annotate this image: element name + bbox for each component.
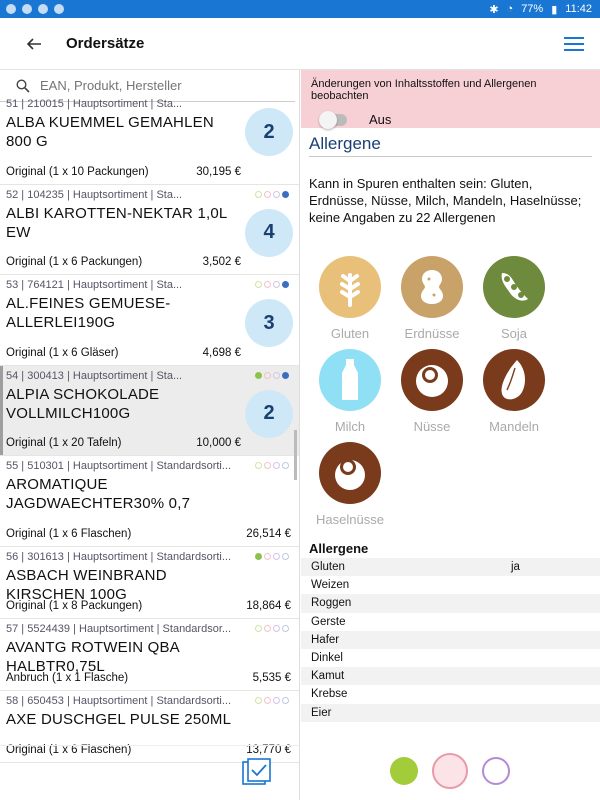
- app-bar: [0, 18, 600, 70]
- peanut-icon: [401, 256, 463, 318]
- list-item[interactable]: [0, 275, 299, 366]
- allergen-mandeln: [473, 349, 555, 434]
- toggle-label: Aus: [369, 112, 392, 127]
- back-arrow-icon: [26, 36, 42, 52]
- allergen-label: Mandeln: [489, 419, 539, 434]
- item-meta: 54 | 300413 | Hauptsortiment | Sta...: [6, 369, 183, 382]
- notification-icons: [0, 4, 64, 14]
- allergen-panel: [301, 70, 600, 745]
- item-name: AL.FEINES GEMUESE-ALLERLEI190G: [6, 295, 171, 331]
- page-title: Ordersätze: [66, 35, 145, 52]
- item-pack: Original (1 x 6 Gläser): [6, 346, 119, 359]
- allergen-milch: [309, 349, 391, 434]
- notice-text: Änderungen von Inhaltsstoffen und Allergenen beobachten: [311, 78, 537, 102]
- notification-icon: [54, 4, 64, 14]
- color-dots: [255, 697, 289, 704]
- item-name: ASBACH WEINBRAND KIRSCHEN 100G: [6, 566, 167, 603]
- page-indicator: [301, 745, 600, 800]
- wifi-icon: ◔: [506, 3, 514, 15]
- table-row: Krebse: [311, 688, 348, 701]
- wheat-icon: [319, 256, 381, 318]
- hazelnut-icon: [319, 442, 381, 504]
- allergen-label: Nüsse: [413, 419, 451, 434]
- back-button[interactable]: [22, 32, 46, 56]
- bluetooth-icon: ✱: [489, 3, 499, 16]
- item-meta: 58 | 650453 | Hauptsortiment | Standardsorti...: [6, 694, 232, 707]
- color-dots: [255, 462, 289, 469]
- left-footer: [0, 745, 300, 800]
- list-item[interactable]: [0, 547, 299, 619]
- table-row: Eier: [301, 704, 600, 722]
- allergen-watch-notice: [301, 70, 600, 128]
- item-meta: 55 | 510301 | Hauptsortiment | Standardsorti...: [6, 460, 232, 472]
- color-dots: [255, 553, 289, 560]
- table-row: Kamut: [301, 667, 600, 685]
- hamburger-icon: [564, 37, 584, 39]
- traces-text: Kann in Spuren enthalten sein: Gluten, Erdnüsse, Nüsse, Milch, Mandeln, Haselnüsse; keine Angaben zu 22 Allergenen: [309, 176, 582, 225]
- allergen-soja: [473, 256, 555, 341]
- item-meta: 51 | 210015 | Hauptsortiment | Sta...: [6, 98, 183, 110]
- color-dots: [255, 191, 289, 198]
- page-dot-purple[interactable]: [482, 757, 510, 785]
- menu-button[interactable]: [564, 35, 584, 53]
- item-price: 3,502 €: [202, 256, 241, 268]
- checklist-button[interactable]: [241, 758, 273, 788]
- product-list[interactable]: [0, 94, 299, 763]
- color-dots: [255, 372, 289, 379]
- watch-toggle[interactable]: [321, 114, 347, 126]
- list-item-selected[interactable]: [0, 366, 299, 457]
- section-title: Allergene: [309, 134, 592, 157]
- scrollbar[interactable]: [294, 430, 297, 480]
- item-pack: Original (1 x 6 Flaschen): [6, 527, 132, 540]
- allergen-label: Soja: [500, 326, 528, 341]
- search-input[interactable]: [40, 78, 270, 93]
- item-price: 10,000 €: [196, 437, 241, 449]
- allergen-gluten: [309, 256, 391, 341]
- order-list-panel: [0, 70, 300, 756]
- allergen-label: Milch: [334, 419, 366, 434]
- battery-level: 77%: [521, 3, 544, 15]
- notification-icon: [38, 4, 48, 14]
- quantity-badge[interactable]: 2: [245, 390, 293, 438]
- item-meta: 57 | 5524439 | Hauptsortiment | Standardsor...: [6, 622, 232, 635]
- clock: 11:42: [565, 3, 592, 15]
- item-pack: Original (1 x 20 Tafeln): [6, 437, 122, 449]
- milk-bottle-icon: [319, 349, 381, 411]
- color-dots: [255, 625, 289, 632]
- quantity-badge[interactable]: 2: [245, 108, 293, 156]
- table-row: Dinkel: [311, 652, 343, 665]
- quantity-badge[interactable]: 4: [245, 209, 293, 257]
- allergen-table: [301, 558, 600, 722]
- allergen-table-title: Allergene: [309, 541, 369, 556]
- item-name: AXE DUSCHGEL PULSE 250ML: [6, 710, 232, 728]
- item-pack: Original (1 x 8 Packungen): [6, 599, 143, 612]
- item-price: 26,514 €: [246, 527, 291, 540]
- item-name: ALBA KUEMMEL GEMAHLEN 800 G: [6, 114, 214, 150]
- table-row: Gluten ja: [301, 558, 600, 576]
- table-row: Weizen: [311, 579, 350, 592]
- allergen-label: Erdnüsse: [404, 326, 460, 341]
- page-dot-green[interactable]: [390, 757, 418, 785]
- search-icon: [16, 79, 30, 93]
- item-pack: Anbruch (1 x 1 Flasche): [6, 671, 129, 684]
- quantity-badge[interactable]: 3: [245, 299, 293, 347]
- item-name: AROMATIQUE JAGDWAECHTER30% 0,7: [6, 476, 191, 512]
- allergen-label: Gluten: [330, 326, 370, 341]
- notification-icon: [22, 4, 32, 14]
- list-item[interactable]: [0, 456, 299, 547]
- page-dot-pink-active[interactable]: [432, 753, 468, 789]
- item-price: 13,770 €: [246, 743, 291, 756]
- battery-icon: ▮: [551, 3, 558, 16]
- item-pack: Original (1 x 10 Packungen): [6, 165, 149, 178]
- item-pack: Original (1 x 6 Packungen): [6, 256, 143, 268]
- almond-icon: [483, 349, 545, 411]
- allergen-nuesse: [391, 349, 473, 434]
- item-price: 5,535 €: [252, 671, 291, 684]
- status-bar: [0, 0, 600, 18]
- item-name: AVANTG ROTWEIN QBA HALBTR0,75L: [6, 638, 180, 675]
- color-dots: [255, 281, 289, 288]
- allergen-label: Haselnüsse: [316, 512, 384, 527]
- item-price: 4,698 €: [202, 346, 241, 359]
- list-item[interactable]: [0, 619, 299, 691]
- item-meta: 56 | 301613 | Hauptsortiment | Standardsorti...: [6, 550, 232, 563]
- list-item[interactable]: [0, 185, 299, 276]
- table-row: Roggen: [301, 594, 600, 612]
- item-pack: Original (1 x 6 Flaschen): [6, 743, 132, 756]
- allergen-icons: [309, 256, 600, 527]
- item-meta: 52 | 104235 | Hauptsortiment | Sta...: [6, 188, 183, 201]
- soy-icon: [483, 256, 545, 318]
- table-row: Gerste: [311, 615, 346, 628]
- item-meta: 53 | 764121 | Hauptsortiment | Sta...: [6, 279, 183, 291]
- item-name: ALPIA SCHOKOLADE VOLLMILCH100G: [6, 385, 160, 422]
- item-price: 30,195 €: [196, 165, 241, 178]
- allergen-haselnuesse: [309, 442, 391, 527]
- list-item[interactable]: [0, 94, 299, 185]
- notification-icon: [6, 4, 16, 14]
- nut-icon: [401, 349, 463, 411]
- item-name: ALBI KAROTTEN-NEKTAR 1,0L EW: [6, 204, 227, 241]
- item-price: 18,864 €: [246, 599, 291, 612]
- table-row: Hafer: [301, 631, 600, 649]
- allergen-erdnuesse: [391, 256, 473, 341]
